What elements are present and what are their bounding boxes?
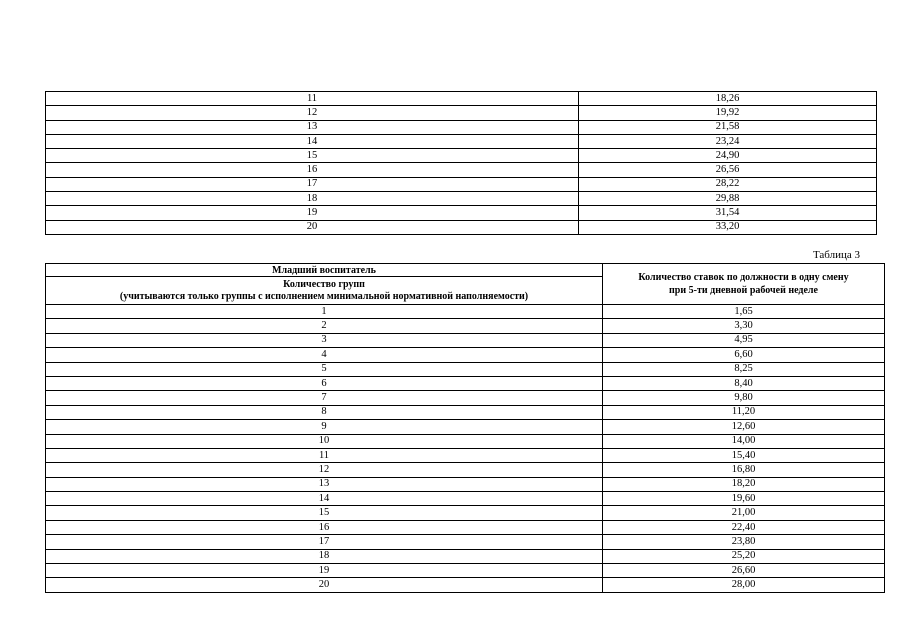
table-row	[46, 564, 885, 578]
staff-rate-cell: 9,80	[603, 391, 885, 405]
table-row	[46, 220, 877, 234]
staff-rate-cell: 8,40	[603, 376, 885, 390]
table-row	[46, 376, 885, 390]
group-count-cell: 11	[46, 92, 579, 106]
table-row	[46, 163, 877, 177]
junior-educator-staffing-table	[45, 263, 885, 593]
staff-rate-cell: 26,56	[579, 163, 877, 177]
table-row	[46, 177, 877, 191]
table-row	[46, 492, 885, 506]
staff-rate-cell: 12,60	[603, 420, 885, 434]
table-3-header	[46, 264, 885, 305]
groups-header-title: Количество групп	[283, 278, 365, 290]
staff-rate-cell: 21,00	[603, 506, 885, 520]
staff-rate-cell: 4,95	[603, 333, 885, 347]
staff-rate-cell: 23,80	[603, 535, 885, 549]
group-count-cell: 12	[46, 463, 603, 477]
table-row	[46, 362, 885, 376]
table-row	[46, 391, 885, 405]
table-row	[46, 134, 877, 148]
table-row	[46, 535, 885, 549]
table-row	[46, 434, 885, 448]
staff-rate-cell: 1,65	[603, 305, 885, 319]
table-row	[46, 92, 877, 106]
group-count-cell: 17	[46, 177, 579, 191]
staff-rate-cell: 16,80	[603, 463, 885, 477]
staff-rate-cell: 6,60	[603, 348, 885, 362]
table-row	[46, 549, 885, 563]
staff-rate-cell: 14,00	[603, 434, 885, 448]
table-row	[46, 506, 885, 520]
table-row	[46, 448, 885, 462]
table-3-body	[46, 305, 885, 593]
table-row	[46, 192, 877, 206]
table-row	[46, 333, 885, 347]
staff-rate-cell: 24,90	[579, 149, 877, 163]
staff-rate-cell: 8,25	[603, 362, 885, 376]
rate-header-line-1: Количество ставок по должности в одну смену	[638, 272, 849, 283]
group-count-cell: 20	[46, 578, 603, 592]
group-count-cell: 13	[46, 120, 579, 134]
groups-header-note: (учитываются только группы с исполнением минимальной нормативной наполняемости)	[119, 290, 529, 302]
group-count-cell: 17	[46, 535, 603, 549]
group-count-cell: 1	[46, 305, 603, 319]
staff-rate-cell: 15,40	[603, 448, 885, 462]
staff-rate-cell: 28,00	[603, 578, 885, 592]
group-count-cell: 19	[46, 564, 603, 578]
staff-rate-cell: 26,60	[603, 564, 885, 578]
table-row	[46, 319, 885, 333]
group-count-cell: 19	[46, 206, 579, 220]
group-count-cell: 8	[46, 405, 603, 419]
staff-rate-cell: 23,24	[579, 134, 877, 148]
group-count-cell: 16	[46, 520, 603, 534]
group-count-cell: 15	[46, 506, 603, 520]
staff-rate-cell: 19,92	[579, 106, 877, 120]
table-row	[46, 477, 885, 491]
rate-header-line-2: при 5-ти дневной рабочей неделе	[669, 285, 818, 296]
group-count-cell: 9	[46, 420, 603, 434]
staff-rate-cell: 18,20	[603, 477, 885, 491]
group-count-cell: 18	[46, 192, 579, 206]
group-count-cell: 14	[46, 492, 603, 506]
group-count-cell: 15	[46, 149, 579, 163]
table-row	[46, 305, 885, 319]
group-count-cell: 16	[46, 163, 579, 177]
table-row	[46, 348, 885, 362]
group-count-cell: 7	[46, 391, 603, 405]
table-row	[46, 120, 877, 134]
groups-column-header	[46, 277, 603, 305]
staff-rate-cell: 11,20	[603, 405, 885, 419]
continued-staffing-table-body	[46, 92, 877, 235]
staff-rate-cell: 25,20	[603, 549, 885, 563]
staff-rate-cell: 18,26	[579, 92, 877, 106]
group-count-cell: 18	[46, 549, 603, 563]
staff-rate-cell: 31,54	[579, 206, 877, 220]
staff-rate-cell: 3,30	[603, 319, 885, 333]
table-3-caption: Таблица 3	[812, 249, 860, 261]
table-row	[46, 578, 885, 592]
continued-staffing-table	[45, 91, 877, 235]
group-count-cell: 3	[46, 333, 603, 347]
table-row	[46, 463, 885, 477]
staff-rate-cell: 21,58	[579, 120, 877, 134]
staff-rate-cell: 33,20	[579, 220, 877, 234]
group-count-cell: 13	[46, 477, 603, 491]
table-row	[46, 206, 877, 220]
group-count-cell: 12	[46, 106, 579, 120]
table-row	[46, 106, 877, 120]
group-count-cell: 4	[46, 348, 603, 362]
staff-rate-cell: 22,40	[603, 520, 885, 534]
group-count-cell: 5	[46, 362, 603, 376]
table-row	[46, 405, 885, 419]
table-row	[46, 420, 885, 434]
group-count-cell: 6	[46, 376, 603, 390]
group-count-cell: 11	[46, 448, 603, 462]
table-row	[46, 149, 877, 163]
group-count-cell: 14	[46, 134, 579, 148]
staff-rate-cell: 19,60	[603, 492, 885, 506]
staff-rate-cell: 29,88	[579, 192, 877, 206]
group-count-cell: 2	[46, 319, 603, 333]
staff-rate-cell: 28,22	[579, 177, 877, 191]
group-count-cell: 20	[46, 220, 579, 234]
rate-column-header	[603, 264, 885, 305]
table-row	[46, 520, 885, 534]
group-count-cell: 10	[46, 434, 603, 448]
position-title-header: Младший воспитатель	[46, 264, 603, 277]
